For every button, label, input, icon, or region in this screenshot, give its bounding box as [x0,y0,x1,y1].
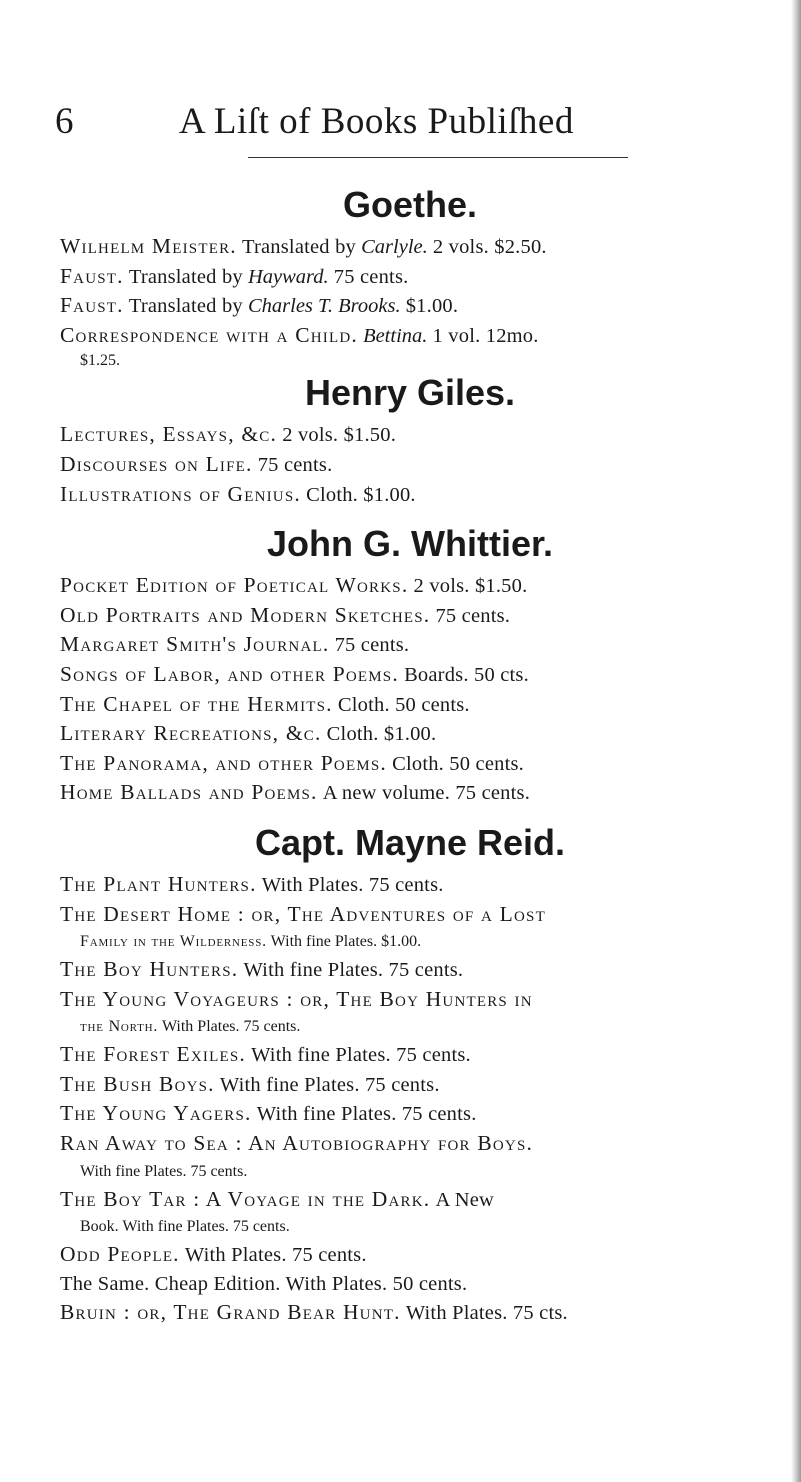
list-item: The Forest Exiles. With fine Plates. 75 cents. [60,1042,471,1067]
list-item: Old Portraits and Modern Sketches. 75 cents. [60,602,511,627]
list-item: The Chapel of the Hermits. Cloth. 50 cents. [60,691,470,716]
list-item: Bruin : or, The Grand Bear Hunt. With Plates. 75 cts. [60,1300,568,1325]
list-item: The Boy Tar : A Voyage in the Dark. A New [60,1186,495,1211]
header-rule [248,157,628,158]
list-item: The Bush Boys. With fine Plates. 75 cents. [60,1071,440,1096]
list-item: The Desert Home : or, The Adventures of a Lost [60,901,546,926]
list-item: Songs of Labor, and other Poems. Boards. 50 cts. [60,661,529,686]
list-item: Pocket Edition of Poetical Works. 2 vols. $1.50. [60,573,528,598]
list-item: Ran Away to Sea : An Autobiography for Boys. [60,1131,534,1156]
list-item: Discourses on Life. 75 cents. [60,451,333,476]
list-item: Literary Recreations, &c. Cloth. $1.00. [60,721,437,746]
list-item-continuation: $1.25. [80,352,120,370]
list-item: Illustrations of Genius. Cloth. $1.00. [60,481,416,506]
list-item: Faust. Translated by Hayward. 75 cents. [60,263,409,288]
list-item: The Young Yagers. With fine Plates. 75 cents. [60,1101,477,1126]
book-list [60,178,760,1328]
list-item: Faust. Translated by Charles T. Brooks. $1.00. [60,293,459,318]
running-title: A Liſt of Books Publiſhed [179,101,574,142]
list-item: The Same. Cheap Edition. With Plates. 50 cents. [60,1272,468,1295]
list-item: The Boy Hunters. With fine Plates. 75 cents. [60,957,464,982]
author-heading-giles: Henry Giles. [304,372,516,414]
list-item: Home Ballads and Poems. A new volume. 75 cents. [60,780,531,805]
author-heading-goethe: Goethe. [342,184,477,225]
page-edge-shadow [791,0,801,1482]
page-number: 6 [55,101,74,142]
list-item-continuation: Family in the Wilderness. With fine Plates. $1.00. [80,933,422,951]
running-header [55,100,655,150]
list-item: Lectures, Essays, &c. 2 vols. $1.50. [60,422,397,447]
list-item-continuation: With fine Plates. 75 cents. [80,1162,248,1180]
list-item: Wilhelm Meister. Translated by Carlyle. 2 vols. $2.50. [60,234,547,258]
list-item: Correspondence with a Child. Bettina. 1 vol. 12mo. [60,322,539,347]
list-item: The Panorama, and other Poems. Cloth. 50 cents. [60,750,524,775]
list-item: The Plant Hunters. With Plates. 75 cents. [60,871,444,896]
list-item-continuation: the North. With Plates. 75 cents. [80,1018,301,1036]
list-item: Odd People. With Plates. 75 cents. [60,1242,367,1267]
author-heading-whittier: John G. Whittier. [267,523,553,565]
author-heading-reid: Capt. Mayne Reid. [254,821,566,863]
list-item: Margaret Smith's Journal. 75 cents. [60,632,410,657]
list-item-continuation: Book. With fine Plates. 75 cents. [80,1218,290,1236]
list-item: The Young Voyageurs : or, The Boy Hunters in [60,986,533,1011]
